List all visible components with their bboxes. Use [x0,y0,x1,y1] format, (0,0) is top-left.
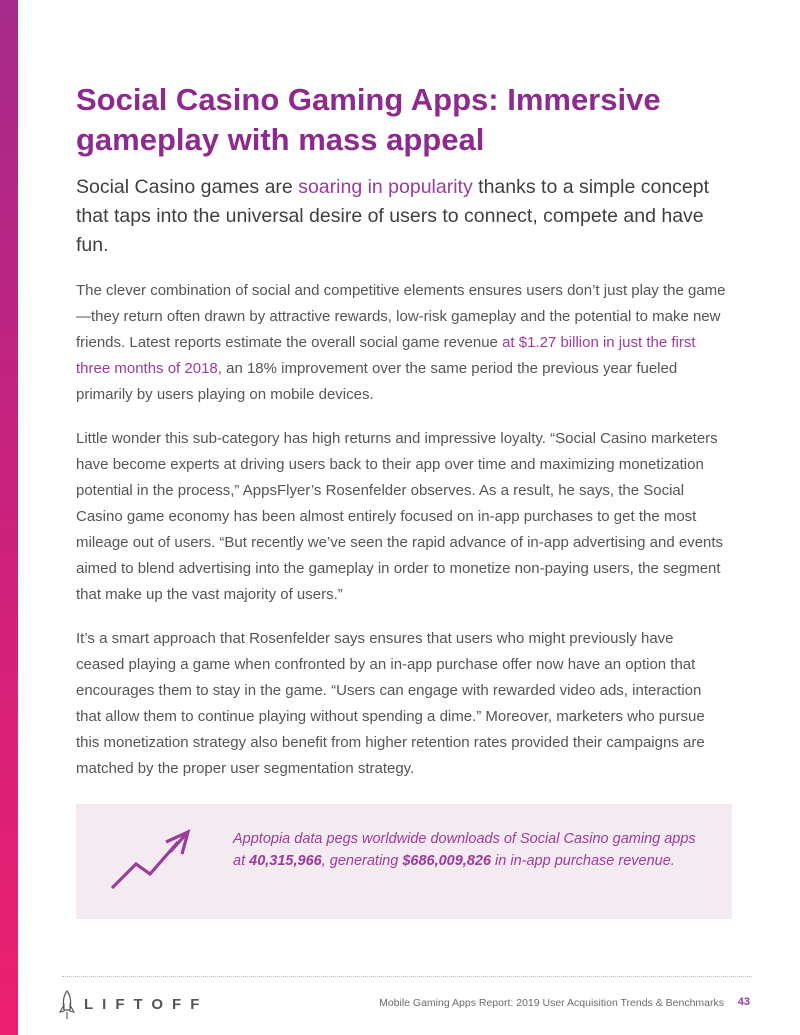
body-paragraph-1 [76,278,726,408]
report-title: Mobile Gaming Apps Report: 2019 User Acquisition Trends & Benchmarks [379,997,724,1009]
footer-divider [62,976,752,977]
para1-text-before: The clever combination of social and competitive elements ensures users don’t just play the game—they return often drawn by attractive rewards, low-risk gameplay and the potential to make new friends. Latest reports estimate the overall social game revenue [76,282,726,351]
logo-wordmark: LIFTOFF [84,996,209,1013]
downloads-figure: 40,315,966 [249,853,322,869]
revenue-figure: $686,009,826 [402,853,492,869]
callout-text [233,828,703,872]
para1-text-after: , an 18% improvement over the same period the previous year fueled primarily by users playing on mobile devices. [76,360,678,403]
soaring-popularity-link[interactable]: soaring in popularity [298,176,473,198]
page-number: 43 [737,996,750,1008]
callout-text-3: in in-app purchase revenue. [491,853,675,869]
revenue-report-link[interactable]: at $1.27 billion in just the first three months of 2018 [76,334,696,377]
body-paragraph-2: Little wonder this sub-category has high returns and impressive loyalty. “Social Casino marketers have become experts at driving users back to their app over time and maximizing monetization potential in the process,” AppsFlyer’s Rosenfelder observes. As a result, he says, the Social Casino game economy has been almost entirely focused on in-app purchases to get the most mileage out of users. “But recently we’ve seen the rapid advance of in-app advertising and events aimed to blend advertising into the gameplay in order to monetize non-paying users, the segment that make up the vast majority of users.” [76,430,724,603]
lead-text-before: Social Casino games are [76,176,299,198]
rocket-icon [58,990,76,1020]
page-title: Social Casino Gaming Apps: Immersive gameplay with mass appeal [76,82,661,157]
callout-text-1: Apptopia data pegs worldwide downloads of Social Casino gaming apps at [233,831,696,869]
body-paragraph-3: It’s a smart approach that Rosenfelder says ensures that users who might previously have ceased playing a game when confronted by an in-app purchase offer now have an option that encourages them to stay in the game. “Users can engage with rewarded video ads, interaction that allow them to continue playing without spending a dime.” Moreover, marketers who pursue this monetization strategy also benefit from higher retention rates provided their campaigns are matched by the proper user segmentation strategy. [76,630,705,777]
callout-text-2: , generating [321,853,403,869]
stat-callout [76,804,732,919]
trend-up-arrow-icon [106,828,196,898]
side-accent-bar [0,0,18,1035]
lead-paragraph [76,173,726,260]
lead-text-after: thanks to a simple concept that taps into the universal desire of users to connect, compete and have fun. [76,176,710,256]
